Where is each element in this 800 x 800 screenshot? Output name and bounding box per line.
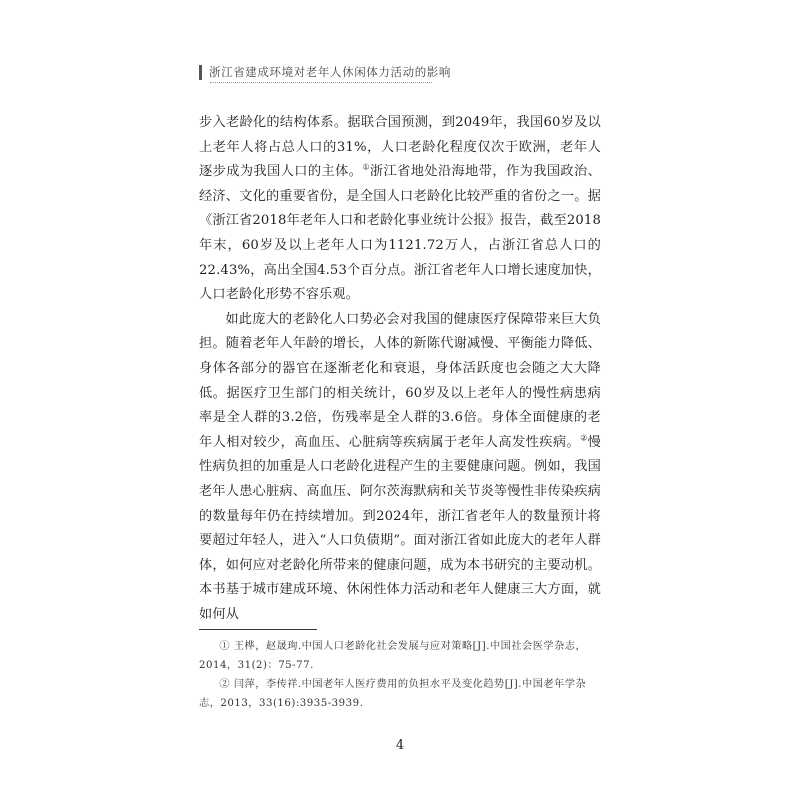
footnote-1: ① 王桦，赵晟珣.中国人口老龄化社会发展与应对策略[J].中国社会医学杂志，2014，31(2)：75-77.: [199, 641, 587, 671]
footnotes: [199, 637, 601, 713]
footnote-separator: [199, 629, 317, 630]
header-dotted-rule: [210, 82, 432, 83]
paragraph-2: [199, 308, 601, 628]
paragraph-1: [199, 111, 601, 308]
body-text: [199, 111, 601, 627]
footnote-ref-2: ②: [580, 433, 588, 443]
header-marker-bar: [199, 65, 202, 80]
page-number: 4: [395, 738, 405, 753]
running-header: [199, 64, 451, 80]
paragraph-1-text-b: 浙江省地处沿海地带，作为我国政治、经济、文化的重要省份，是全国人口老龄化比较严重的省份之一。据《浙江省2018年老年人口和老龄化事业统计公报》报告，截至2018年末，60岁及以上老年人口为1121.72万人，占浙江省总人口的22.43%，高出全国4.53个百分点。浙江省老年人口增长速度加快，人口老龄化形势不容乐观。: [199, 164, 601, 303]
paragraph-1-text-a: 步入老龄化的结构体系。据联合国预测，到2049年，我国60岁及以上老年人将占总人口的31%，人口老龄化程度仅次于欧洲，老年人逐步成为我国人口的主体。: [199, 115, 601, 180]
footnote-ref-1: ①: [362, 162, 370, 172]
paragraph-2-text-a: 如此庞大的老龄化人口势必会对我国的健康医疗保障带来巨大负担。随着老年人年龄的增长，人体的新陈代谢减慢、平衡能力降低、身体各部分的器官在逐渐老化和衰退，身体活跃度也会随之大大降低。据医疗卫生部门的相关统计，60岁及以上老年人的慢性病患病率是全人群的3.2倍，伤残率是全人群的3.6倍。身体全面健康的老年人相对较少，高血压、心脏病等疾病属于老年人高发性疾病。: [199, 311, 601, 450]
header-title: 浙江省建成环境对老年人休闲体力活动的影响: [209, 65, 451, 79]
paragraph-2-text-b: 慢性病负担的加重是人口老龄化进程产生的主要健康问题。例如，我国老年人患心脏病、高血压、阿尔茨海默病和关节炎等慢性非传染疾病的数量每年仍在持续增加。到2024年，浙江省老年人的数量预计将要超过年轻人，进入“人口负债期”。面对浙江省如此庞大的老年人群体，如何应对老龄化所带来的健康问题，成为本书研究的主要动机。本书基于城市建成环境、休闲性体力活动和老年人健康三大方面，就如何从: [199, 434, 601, 622]
footnote-2: ② 闫萍，李传祥.中国老年人医疗费用的负担水平及变化趋势[J].中国老年学杂志，2013，33(16):3935-3939.: [199, 679, 587, 709]
